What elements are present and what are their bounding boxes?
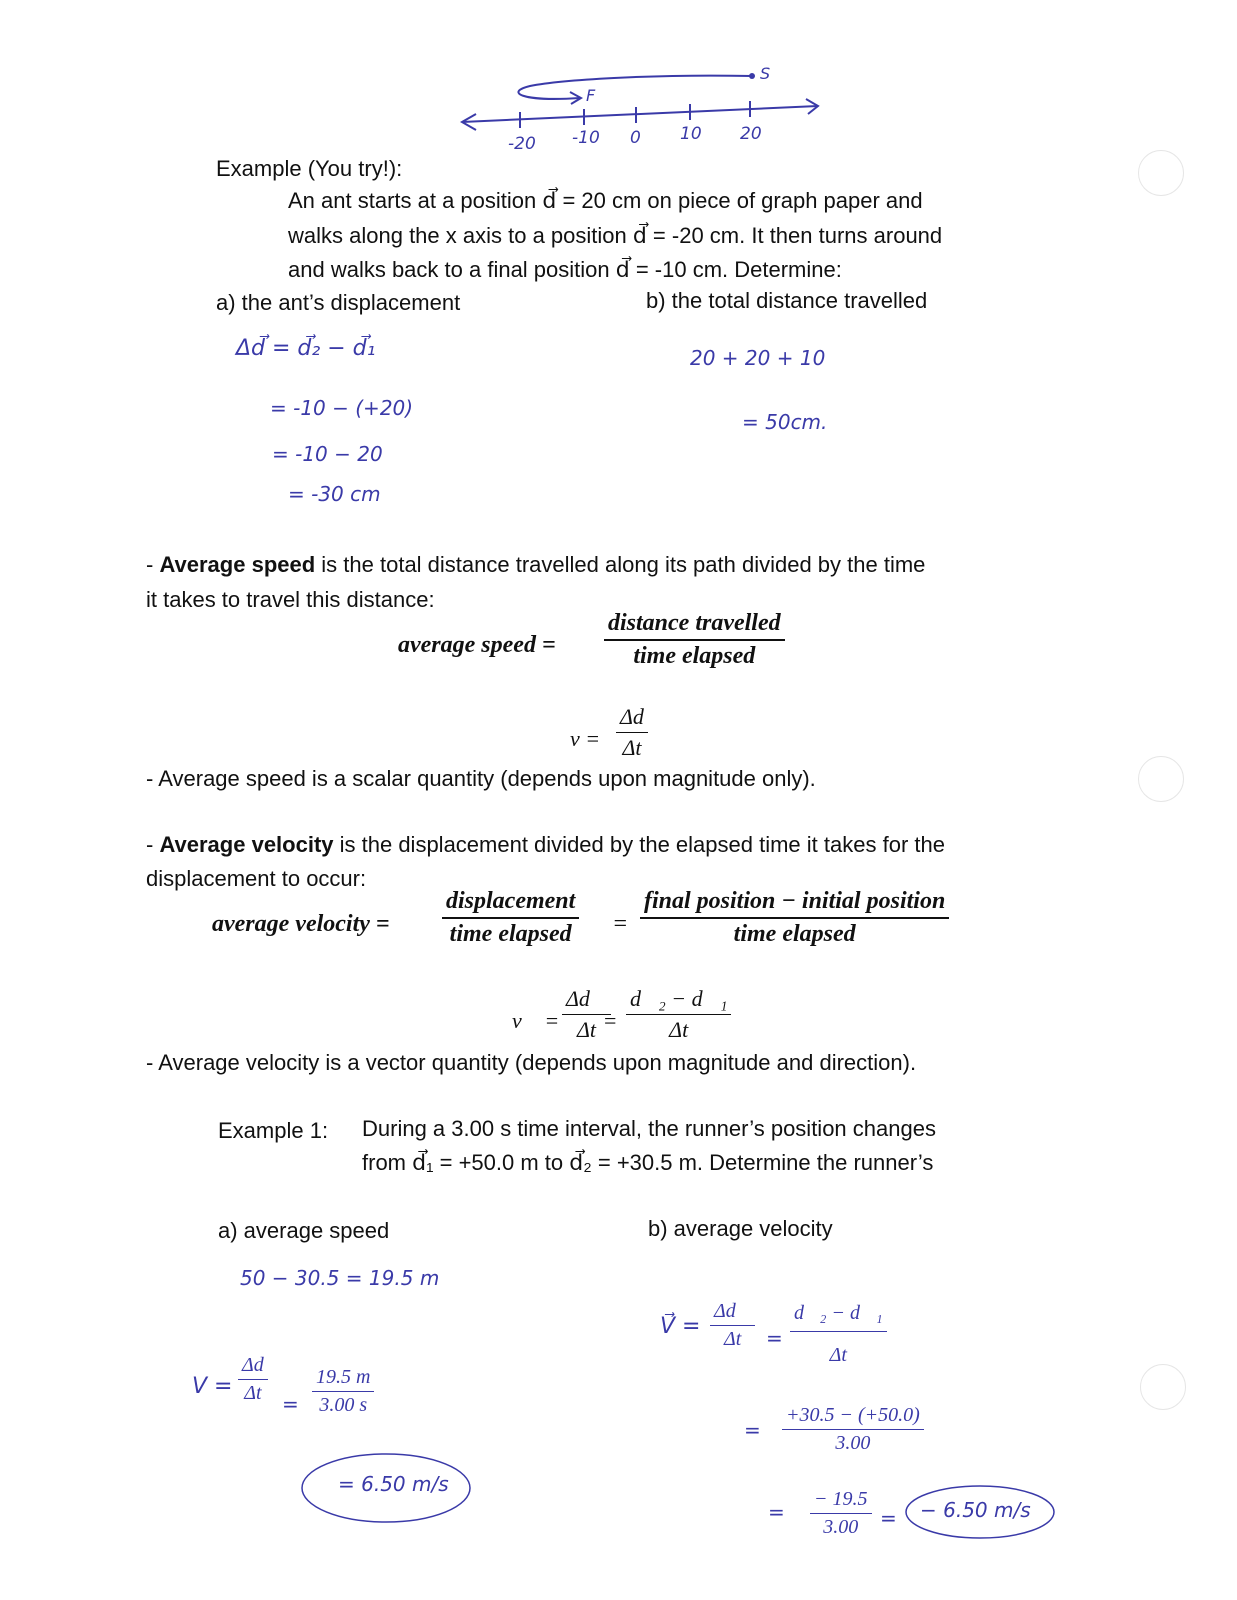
handwritten-distance-answer: = 50cm.	[742, 410, 828, 434]
handwritten-velocity-den-4: 3.00	[823, 1516, 859, 1538]
handwritten-speed-den-1: Δt	[244, 1382, 262, 1404]
example-try-line: walks along the x axis to a position d⃗ = -20 cm. It then turns around	[288, 223, 943, 248]
handwritten-velocity-fraction-4	[810, 1488, 872, 1539]
avg-velocity-v-equals: =	[604, 1008, 617, 1033]
avg-velocity-v-lhs: v⃗ =	[512, 1008, 560, 1033]
avg-speed-formula-numerator: distance travelled	[604, 610, 785, 641]
avg-velocity-formula-fraction-2	[640, 888, 949, 948]
handwritten-distance-line: 20 + 20 + 10	[690, 346, 826, 370]
avg-speed-term: Average speed	[159, 552, 316, 577]
handwritten-velocity-fraction-2	[790, 1302, 887, 1367]
handwritten-velocity-den-2: Δt	[829, 1344, 847, 1366]
handwritten-speed-distance: 50 − 30.5 = 19.5 m	[240, 1266, 440, 1290]
avg-speed-formula-denominator: time elapsed	[633, 643, 756, 669]
handwritten-velocity-equals-4: =	[880, 1506, 897, 1530]
number-line-tick-label: 10	[680, 124, 702, 144]
avg-velocity-formula-numerator-1: displacement	[442, 888, 579, 919]
number-line-finish-label: F	[586, 86, 596, 105]
example1-label: Example 1:	[218, 1118, 329, 1143]
avg-speed-text: is the total distance travelled along its path divided by the time	[315, 552, 926, 577]
handwritten-velocity-num-3: +30.5 − (+50.0)	[782, 1404, 924, 1430]
handwritten-velocity-fraction-1	[710, 1300, 755, 1351]
handwritten-displacement-line: = -10 − 20	[272, 442, 383, 466]
handwritten-velocity-den-3: 3.00	[835, 1432, 871, 1454]
example-try-line: An ant starts at a position d⃗ = 20 cm on piece of graph paper and	[288, 188, 923, 213]
number-line-sketch	[0, 0, 1237, 170]
avg-velocity-formula-numerator-2: final position − initial position	[640, 888, 949, 919]
handwritten-velocity-equals-3: =	[768, 1500, 785, 1524]
handwritten-speed-answer: = 6.50 m/s	[338, 1472, 449, 1496]
avg-speed-note: - Average speed is a scalar quantity (depends upon magnitude only).	[146, 766, 816, 791]
avg-velocity-v-numerator-2: d⃗₂ − d⃗₁	[626, 986, 731, 1015]
avg-velocity-v-denominator-1: Δt	[577, 1017, 597, 1042]
handwritten-velocity-den-1: Δt	[724, 1328, 742, 1350]
handwritten-displacement-answer: = -30 cm	[288, 482, 381, 506]
handwritten-velocity-equals: =	[766, 1326, 783, 1350]
avg-velocity-v-numerator-1: Δd⃗	[562, 986, 611, 1015]
avg-velocity-definition: - Average velocity is the displacement divided by the elapsed time it takes for the	[146, 832, 945, 857]
handwritten-displacement-line: = -10 − (+20)	[270, 396, 414, 420]
handwritten-speed-den-2: 3.00 s	[319, 1394, 368, 1416]
handwritten-speed-fraction-2	[312, 1366, 374, 1417]
avg-velocity-text: is the displacement divided by the elapsed time it takes for the	[333, 832, 945, 857]
handwritten-speed-fraction-1	[238, 1354, 268, 1405]
number-line-tick-label: -20	[508, 134, 536, 154]
binder-hole-bottom	[1140, 1364, 1186, 1410]
handwritten-speed-num-1: Δd	[238, 1354, 268, 1380]
number-line-tick-label: -10	[572, 128, 600, 148]
avg-velocity-v-fraction-2	[626, 986, 731, 1043]
example-try-part-a: a) the ant’s displacement	[216, 290, 461, 315]
number-line-start-label: S	[760, 64, 771, 83]
avg-speed-v-lhs: v =	[570, 726, 601, 751]
avg-speed-definition: - Average speed is the total distance travelled along its path divided by the time	[146, 552, 926, 577]
avg-velocity-note: - Average velocity is a vector quantity (depends upon magnitude and direction).	[146, 1050, 917, 1075]
avg-velocity-formula-fraction-1	[442, 888, 579, 948]
handwritten-velocity-answer: − 6.50 m/s	[920, 1498, 1031, 1522]
example1-part-b: b) average velocity	[648, 1216, 833, 1241]
avg-velocity-term: Average velocity	[159, 832, 334, 857]
handwritten-velocity-equals-2: =	[744, 1418, 761, 1442]
example1-line: During a 3.00 s time interval, the runner’s position changes	[362, 1116, 936, 1141]
handwritten-velocity-fraction-3	[782, 1404, 924, 1455]
avg-velocity-formula-lhs: average velocity =	[212, 911, 390, 937]
number-line-tick-label: 20	[740, 124, 762, 144]
example1-part-a: a) average speed	[218, 1218, 390, 1243]
example1-line: from d⃗₁ = +50.0 m to d⃗₂ = +30.5 m. Determine the runner’s	[362, 1150, 934, 1175]
handwritten-displacement-line: Δd⃗ = d⃗₂ − d⃗₁	[236, 336, 376, 361]
handwritten-velocity-num-1: Δd⃗	[710, 1300, 755, 1326]
avg-speed-definition-cont: it takes to travel this distance:	[146, 587, 435, 612]
handwritten-speed-num-2: 19.5 m	[312, 1366, 374, 1392]
handwritten-velocity-num-4: − 19.5	[810, 1488, 872, 1514]
example-try-part-b: b) the total distance travelled	[646, 288, 928, 313]
avg-velocity-formula-denominator-2: time elapsed	[733, 921, 856, 947]
example-try-heading: Example (You try!):	[216, 156, 403, 181]
avg-velocity-definition-cont: displacement to occur:	[146, 866, 367, 891]
avg-velocity-v-denominator-2: Δt	[669, 1017, 689, 1042]
handwritten-velocity-num-2: d⃗₂ − d⃗₁	[790, 1302, 887, 1332]
avg-speed-v-numerator: Δd	[616, 704, 648, 733]
handwritten-speed-equals: =	[282, 1392, 299, 1416]
avg-speed-v-denominator: Δt	[622, 735, 642, 760]
avg-speed-formula-fraction	[604, 610, 785, 670]
avg-speed-v-fraction	[616, 704, 648, 761]
number-line-tick-label: 0	[630, 128, 641, 148]
avg-velocity-equals: =	[612, 911, 629, 937]
binder-hole-middle	[1138, 756, 1184, 802]
avg-velocity-formula-denominator-1: time elapsed	[449, 921, 572, 947]
avg-speed-formula-lhs: average speed =	[398, 632, 556, 658]
handwritten-speed-v: V =	[192, 1374, 233, 1399]
example-try-line: and walks back to a final position d⃗ = -10 cm. Determine:	[288, 257, 842, 282]
handwritten-velocity-v: V⃗ =	[660, 1314, 701, 1339]
